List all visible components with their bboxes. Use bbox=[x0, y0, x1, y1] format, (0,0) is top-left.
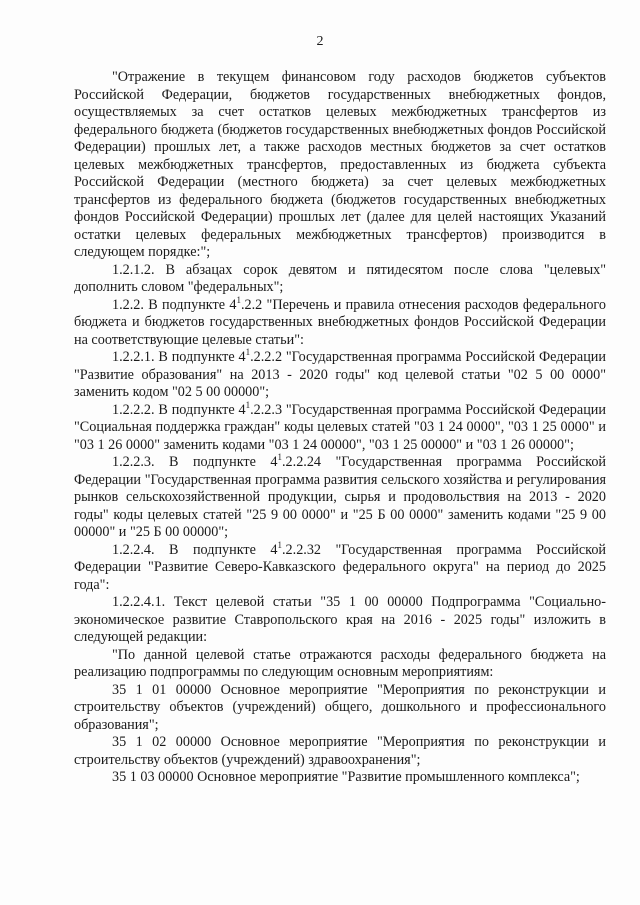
superscript: 1 bbox=[277, 452, 282, 462]
superscript: 1 bbox=[277, 539, 282, 550]
paragraph-text: 1.2.1.2. В абзацах сорок девятом и пятидесятом после слова "целевых" дополнить словом "федеральных"; bbox=[74, 261, 606, 295]
paragraph-text: .2.2.24 "Государственная программа Российской Федерации "Государственная программа развития сельского хозяйства и регулирования рынков сельскохозяйственной продукции, сырья и продовольствия на 2013 - 2020 годы" коды целевых статей "25 9 00 0000" и "25 Б 00 0000" заменить кодами "25 9 00 00000" и "25 Б 00 00000"; bbox=[74, 454, 606, 540]
paragraph-1-2-2-1 bbox=[74, 349, 606, 402]
paragraph-measure-35-1-02 bbox=[74, 734, 606, 769]
paragraph-text: 1.2.2.2. В подпункте 4 bbox=[112, 401, 246, 418]
superscript: 1 bbox=[245, 399, 251, 410]
paragraph-text: .2.2 "Перечень и правила отнесения расходов федерального бюджета и бюджетов государственных внебюджетных фондов Российской Федерации на соответствующие целевые статьи": bbox=[74, 296, 606, 348]
paragraph-text: 1.2.2.1. В подпункте 4 bbox=[112, 349, 246, 365]
paragraph-text: "По данной целевой статье отражаются расходы федерального бюджета на реализацию подпрограммы по следующим основным мероприятиям: bbox=[74, 646, 606, 680]
paragraph-text: 35 1 03 00000 Основное мероприятие "Развитие промышленного комплекса"; bbox=[112, 769, 580, 785]
paragraph-intro-quote bbox=[74, 69, 606, 262]
paragraph-1-2-2-4-1 bbox=[74, 594, 606, 647]
paragraph-measure-35-1-03 bbox=[74, 769, 606, 787]
paragraph-text: 35 1 02 00000 Основное мероприятие "Мероприятия по реконструкции и строительству объектов (учреждений) здравоохранения"; bbox=[74, 734, 606, 768]
paragraph-measure-35-1-01 bbox=[74, 682, 606, 735]
paragraph-1-2-2 bbox=[74, 294, 606, 350]
paragraph-target-article-quote bbox=[74, 647, 606, 682]
paragraph-text: 1.2.2.4.1. Текст целевой статьи "35 1 00 00000 Подпрограмма "Социально-экономическое развитие Ставропольского края на 2016 - 2025 годы" изложить в следующей редакции: bbox=[74, 594, 606, 645]
paragraph-text: 1.2.2.3. В подпункте 4 bbox=[112, 454, 278, 470]
paragraph-text: 1.2.2.4. В подпункте 4 bbox=[112, 541, 278, 558]
paragraph-text: "Отражение в текущем финансовом году расходов бюджетов субъектов Российской Федерации, бюджетов государственных внебюджетных фондов, осуществляемых за счет остатков целевых межбюджетных трансфертов из федерального бюджета (бюджетов государственных внебюджетных фондов Российской Федерации) прошлых лет, а также расходов местных бюджетов за счет остатков целевых межбюджетных трансфертов, предоставленных из бюджета субъекта Российской Федерации (местного бюджета) за счет целевых межбюджетных трансфертов из федерального бюджета (бюджетов государственных внебюджетных фондов Российской Федерации) прошлых лет (далее для целей настоящих Указаний остатки целевых федеральных межбюджетных трансфертов) производится в следующем порядке:"; bbox=[74, 69, 606, 260]
superscript: 1 bbox=[236, 294, 241, 305]
paragraph-text: 35 1 01 00000 Основное мероприятие "Мероприятия по реконструкции и строительству объектов (учреждений) общего, дошкольного и профессионального образования"; bbox=[74, 681, 606, 733]
paragraph-text: 1.2.2. В подпункте 4 bbox=[112, 296, 237, 313]
paragraph-1-2-1-2 bbox=[74, 262, 606, 297]
paragraph-1-2-2-2 bbox=[74, 399, 606, 455]
superscript: 1 bbox=[245, 347, 251, 357]
paragraph-1-2-2-4 bbox=[74, 539, 606, 595]
page-number: 2 bbox=[316, 34, 324, 49]
paragraph-text: .2.2.32 "Государственная программа Российской Федерации "Развитие Северо-Кавказского федерального округа" на период до 2025 года": bbox=[74, 541, 606, 593]
paragraph-1-2-2-3 bbox=[74, 454, 606, 542]
document-body bbox=[74, 69, 606, 787]
paragraph-text: .2.2.3 "Государственная программа Российской Федерации "Социальная поддержка граждан" коды целевых статей "03 1 24 0000", "03 1 25 0000" и "03 1 26 0000" заменить кодами "03 1 24 00000", "03 1 25 00000" и "03 1 26 00000"; bbox=[74, 401, 606, 453]
paragraph-text: .2.2.2 "Государственная программа Российской Федерации "Развитие образования" на 2013 - 2020 годы" код целевой статьи "02 5 00 0000" заменить кодом "02 5 00 00000"; bbox=[74, 349, 606, 400]
